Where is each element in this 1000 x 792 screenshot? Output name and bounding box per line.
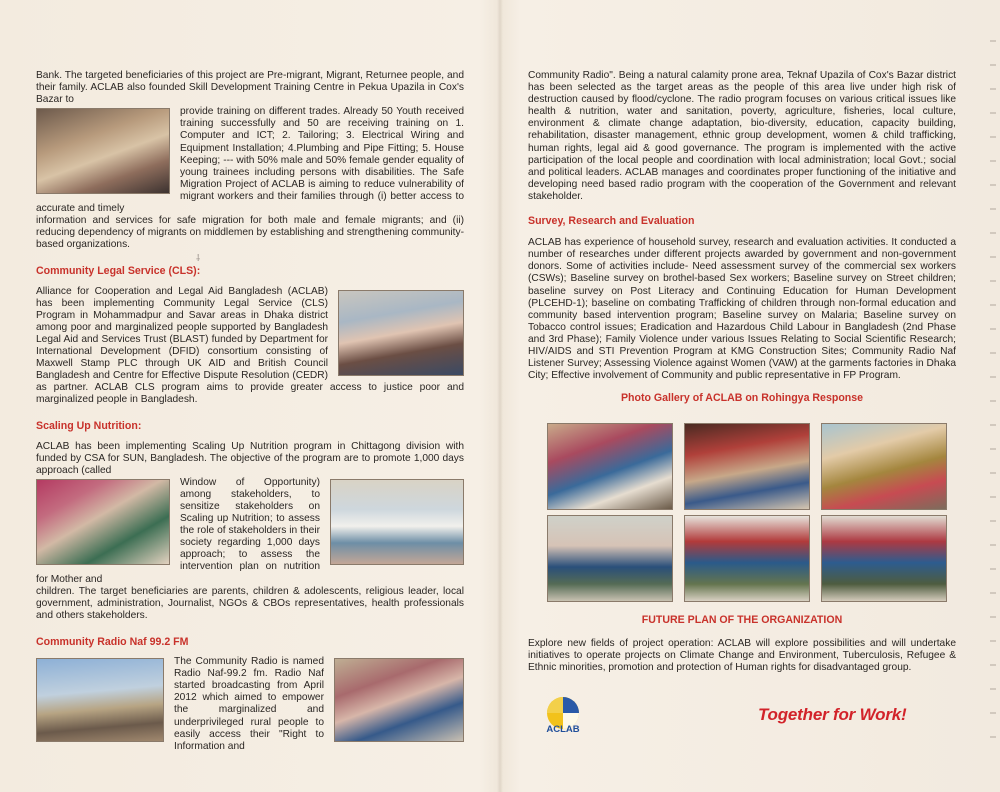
gallery-heading: Photo Gallery of ACLAB on Rohingya Response bbox=[620, 392, 864, 405]
sun-wrap: Window of Opportunity) among stakeholders, to sensitize stakeholders on Scaling up Nutrition; to assess the role of stakeholders in their society regarding 1,000 days approach; to assess the intervention plan on nutrition for Mother and bbox=[36, 476, 320, 585]
sun-tail: children. The target beneficiaries are parents, children & adolescents, religious leader, local government, administration, Journalist, NGOs & CBOs representatives, health professionals and others stakeholders. bbox=[36, 585, 464, 621]
survey-heading: Survey, Research and Evaluation bbox=[528, 215, 695, 228]
intro-lead: Bank. The targeted beneficiaries of this project are Pre-migrant, Migrant, Returnee people, and their family. ACLAB also founded Skill Development Training Centre in Pekua Upazila in Cox's Bazar to bbox=[36, 70, 464, 106]
photo-gallery bbox=[547, 423, 947, 603]
intro-wrap: provide training on different trades. Already 50 Youth received training successfully and 50 are receiving training on 1. Computer and ICT; 2. Tailoring; 3. Electrical Wiring and Equipment Installation; 4.Plumbing and Pipe Fitting; 5. House Keeping; --- with 50% male and 50% female gender equality of young trainees including persons with disabilities. The Safe Migration Project of ACLAB is aiming to reduce vulnerability of migrant workers and their families through (i) better access to accurate and timely bbox=[36, 106, 464, 215]
gallery-photo-2 bbox=[684, 423, 810, 510]
sun-event-photo bbox=[330, 479, 464, 565]
scan-mark: ⸸ bbox=[196, 253, 201, 263]
future-plan-section bbox=[528, 614, 956, 674]
gallery-photo-6 bbox=[821, 515, 947, 602]
future-heading: FUTURE PLAN OF THE ORGANIZATION bbox=[641, 614, 843, 626]
gallery-photo-5 bbox=[684, 515, 810, 602]
tagline: Together for Work! bbox=[758, 705, 907, 724]
intro-tail: information and services for safe migration for both male and female migrants; and (ii) reducing dependency of migrants on middlemen by establishing and strengthening community-based organizations. bbox=[36, 215, 464, 251]
gallery-photo-3 bbox=[821, 423, 947, 510]
logo-wordmark: ACLAB bbox=[546, 724, 580, 735]
future-body: Explore new fields of project operation: ACLAB will explore possibilities and will undertake initiatives to operate projects on Climate Change and Environment, Tuberculosis, Refugee & Ethnic minorities, promotion and protection of Human rights for disadvantaged group. bbox=[528, 638, 956, 674]
radio-interview-photo bbox=[334, 658, 464, 742]
cls-heading: Community Legal Service (CLS): bbox=[36, 265, 201, 278]
survey-body: ACLAB has experience of household survey, research and evaluation activities. It conducted a number of researches under different projects awarded by government and non-government donors. Some of activities include- Need assessment survey of the commercial sex workers (CSWs); Baseline survey on brothel-based Sex workers; Baseline survey on Street children; baseline survey on Post Literacy and Continuing Education for Human Development (PLCEHD-1); baseline on combating Trafficking of children through non-formal education and community based intervention program; Baseline survey on Malaria; Baseline survey on Tobacco control issues; Eradication and Hazardous Child Labour in Bangladesh (2nd Phase and 3rd Phase); Family Violence under various Issues Relating to Social Scientific Research; HIV/AIDS and STI Prevention Program at KMG Construction Sites; Community Radio Naf Listener Survey; Assessing Violence against Women (VAW) at the garments factories in Dhaka City; Effective involvement of Community and public representative in FP Program. bbox=[528, 237, 956, 382]
page-fold bbox=[497, 0, 503, 792]
radio-continued: Community Radio". Being a natural calamity prone area, Teknaf Upazila of Cox's Bazar district has been selected as the target areas as the people of this area live under high risk of destruction caused by flood/cyclone. The radio program focuses on various critical issues like health & nutrition, water and sanitation, poverty, agriculture, fisheries, local culture, environment & climate change adaptation, bio-diversity, education, capacity building, rehabilitation, disaster management, ethnic group development, women & child trafficking, human rights, legal aid & good governance. The program is implemented with the active participation of the local people and coordination with local administration; local Govt.; social and political leaders. ACLAB manages and coordinates proper functioning of the initiative and developing need based radio program with the cooperation of the Government and relevant stakeholder. bbox=[528, 70, 956, 202]
sun-workshop-photo bbox=[36, 479, 170, 565]
right-column bbox=[528, 70, 956, 412]
scan-edge bbox=[990, 40, 996, 760]
cls-body: Alliance for Cooperation and Legal Aid Bangladesh (ACLAB) has been implementing Community Legal Service (CLS) Program in Mohammadpur and Savar areas in Dhaka district among poor and marginalized people supported by Bangladesh Legal Aid and Services Trust (BLAST) funded by Department for International Development (DFID) consortium consisting of Maxwell Stamp PLC through UK AID and British Council Bangladesh and Centre for Effective Dispute Resolution (CEDR) as partner. ACLAB CLS program aims to provide greater access to justice poor and marginalized people in Bangladesh. bbox=[36, 285, 464, 406]
radio-field-photo bbox=[36, 658, 164, 742]
radio-heading: Community Radio Naf 99.2 FM bbox=[36, 635, 189, 648]
sun-heading: Scaling Up Nutrition: bbox=[36, 420, 142, 433]
left-column bbox=[36, 70, 464, 753]
sun-lead: ACLAB has been implementing Scaling Up Nutrition program in Chittagong division with funded by CSA for SUN, Bangladesh. The objective of the program are to promote 1,000 days approach (called bbox=[36, 440, 464, 476]
gallery-photo-4 bbox=[547, 515, 673, 602]
radio-body: The Community Radio is named Radio Naf-99.2 fm. Radio Naf started broadcasting from April 2012 which aimed to empower the marginalized and underprivileged rural people to easily access their "Right to Information and bbox=[174, 656, 324, 752]
gallery-photo-1 bbox=[547, 423, 673, 510]
training-centre-photo bbox=[36, 108, 170, 194]
cls-meeting-photo bbox=[338, 290, 464, 376]
